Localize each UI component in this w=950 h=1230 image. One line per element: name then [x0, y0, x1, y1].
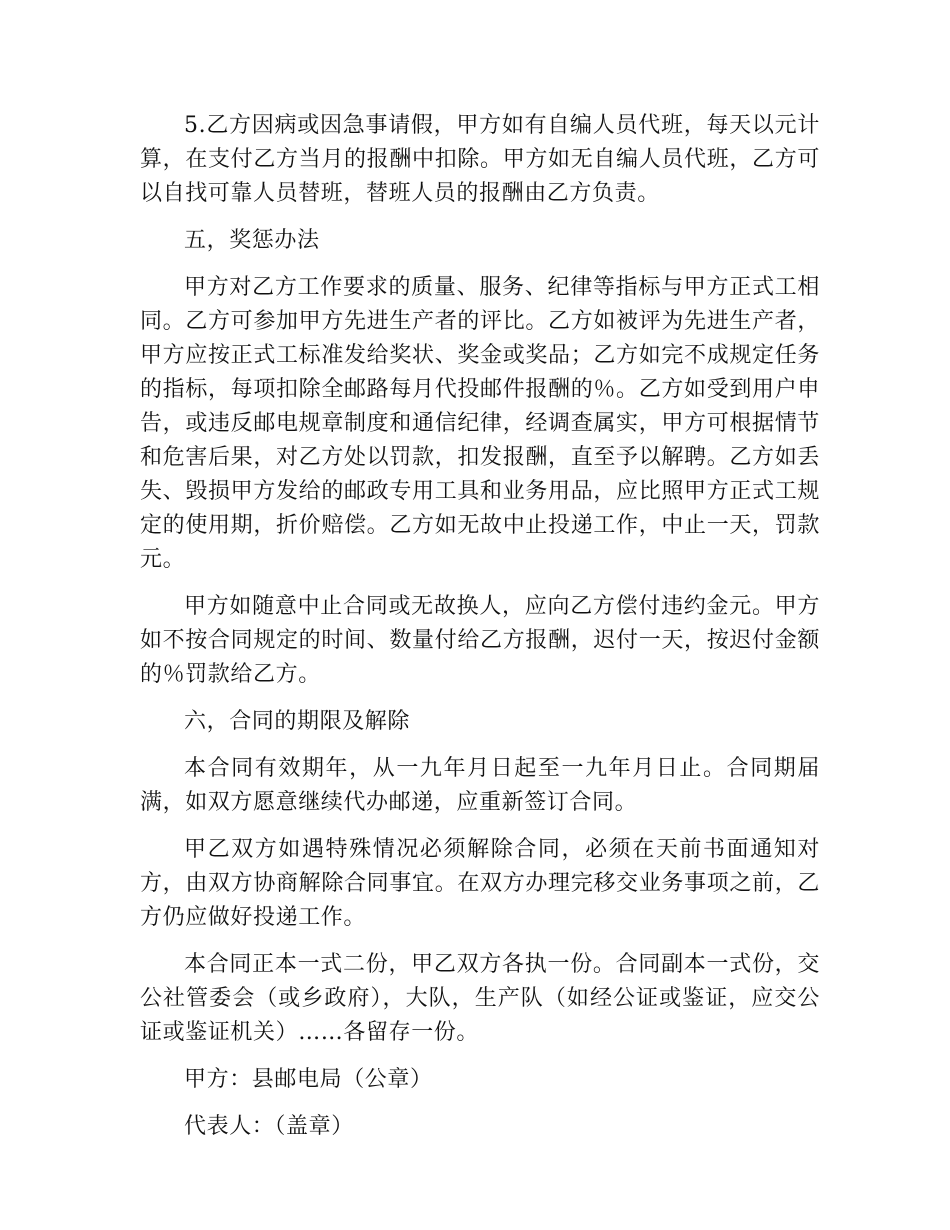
document-body: [140, 109, 820, 1157]
clause-contract-term: 本合同有效期年，从一九年月日起至一九年月日止。合同期届满，如双方愿意继续代办邮递，应重新签订合同。: [140, 756, 820, 815]
representative-signature-line: 代表人：（盖章）: [184, 1114, 354, 1139]
clause-copies: 本合同正本一式二份，甲乙双方各执一份。合同副本一式份，交公社管委会（或乡政府），大队，生产队（如经公证或鉴证，应交公证或鉴证机关）……各留存一份。: [140, 952, 820, 1045]
party-a-signature-line: 甲方：县邮电局（公章）: [184, 1067, 433, 1092]
clause-breach-penalty: 甲方如随意中止合同或无故换人，应向乙方偿付违约金元。甲方如不按合同规定的时间、数量付给乙方报酬，迟付一天，按迟付金额的％罚款给乙方。: [140, 594, 820, 687]
section-heading-rewards-penalties: 五，奖惩办法: [184, 228, 320, 253]
clause-termination: 甲乙双方如遇特殊情况必须解除合同，必须在天前书面通知对方，由双方协商解除合同事宜。在双方办理完移交业务事项之前，乙方仍应做好投递工作。: [140, 837, 820, 930]
clause-sick-leave: 5.乙方因病或因急事请假，甲方如有自编人员代班，每天以元计算，在支付乙方当月的报酬中扣除。甲方如无自编人员代班，乙方可以自找可靠人员替班，替班人员的报酬由乙方负责。: [140, 113, 820, 206]
clause-rewards-penalties: 甲方对乙方工作要求的质量、服务、纪律等指标与甲方正式工相同。乙方可参加甲方先进生产者的评比。乙方如被评为先进生产者，甲方应按正式工标准发给奖状、奖金或奖品；乙方如完不成规定任务的指标，每项扣除全邮路每月代投邮件报酬的％。乙方如受到用户申告，或违反邮电规章制度和通信纪律，经调查属实，甲方可根据情节和危害后果，对乙方处以罚款，扣发报酬，直至予以解聘。乙方如丢失、毁损甲方发给的邮政专用工具和业务用品，应比照甲方正式工规定的使用期，折价赔偿。乙方如无故中止投递工作，中止一天，罚款元。: [140, 275, 820, 572]
section-heading-term-termination: 六，合同的期限及解除: [184, 709, 411, 734]
